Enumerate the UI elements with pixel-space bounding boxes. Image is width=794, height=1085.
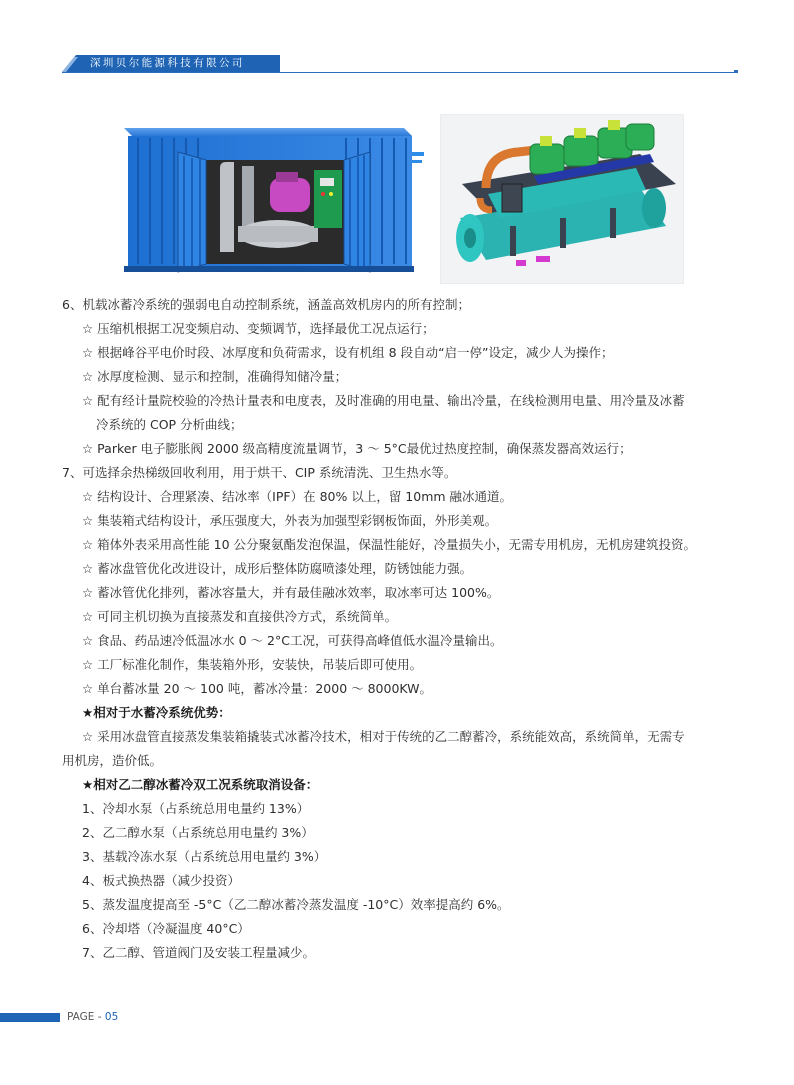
body-line: ☆ 箱体外表采用高性能 10 公分聚氨酯发泡保温，保温性能好，冷量损失小，无需专用机房，无机房建筑投资。 [82,537,697,552]
body-line: 2、乙二醇水泵（占系统总用电量约 3%） [82,825,314,840]
section-heading: ★相对于水蓄冷系统优势： [82,705,231,720]
body-line: ☆ 配有经计量院校验的冷热计量表和电度表，及时准确的用电量、输出冷量，在线检测用电量、用冷量及冰蓄 [82,393,685,408]
page-indicator [67,1011,118,1024]
container-ice-storage-unit-icon [108,122,428,280]
page-label: PAGE - [67,1011,105,1023]
body-line: 7、乙二醇、管道阀门及安装工程量减少。 [82,945,315,960]
footer-bar [0,1013,60,1022]
section-heading: ★相对乙二醇冰蓄冷双工况系统取消设备： [82,777,319,792]
container-unit-figure [108,122,428,280]
body-line: ☆ 蓄冰盘管优化改进设计，成形后整体防腐喷漆处理，防锈蚀能力强。 [82,561,473,576]
body-line: 1、冷却水泵（占系统总用电量约 13%） [82,801,310,816]
body-line: 6、冷却塔（冷凝温度 40°C） [82,921,250,936]
body-line: ☆ 采用冰盘管直接蒸发集装箱撬装式冰蓄冷技术，相对于传统的乙二醇蓄冷，系统能效高，系统简单，无需专 [82,729,685,744]
body-line: ☆ 食品、药品速冷低温冰水 0 ～ 2°C工况，可获得高峰值低水温冷量输出。 [82,633,503,648]
header-rule-end [734,70,738,73]
body-line: ☆ 单台蓄冰量 20 ～ 100 吨，蓄冰冷量：2000 ～ 8000KW。 [82,681,433,696]
body-line: ☆ 集装箱式结构设计，承压强度大，外表为加强型彩钢板饰面，外形美观。 [82,513,498,528]
body-line: ☆ 工厂标准化制作，集装箱外形，安装快，吊装后即可使用。 [82,657,423,672]
body-line: 7、可选择余热梯级回收利用，用于烘干、CIP 系统清洗、卫生热水等。 [62,465,457,480]
body-line: ☆ 压缩机根据工况变频启动、变频调节，选择最优工况点运行； [82,321,435,336]
screw-chiller-unit-icon [440,114,684,284]
body-line: ☆ 根据峰谷平电价时段、冰厚度和负荷需求，设有机组 8 段自动“启一停”设定，减少人为操作； [82,345,614,360]
body-line: ☆ 结构设计、合理紧凑、结冰率（IPF）在 80% 以上，留 10mm 融冰通道。 [82,489,513,504]
body-line: ☆ 冰厚度检测、显示和控制，准确得知储冷量； [82,369,348,384]
body-line: ☆ 蓄冰管优化排列，蓄冰容量大，并有最佳融冰效率，取冰率可达 100%。 [82,585,500,600]
header-rule [62,72,738,73]
body-line: 4、板式换热器（减少投资） [82,873,240,888]
page-number: 05 [104,1011,119,1023]
body-line: 6、机载冰蓄冷系统的强弱电自动控制系统，涵盖高效机房内的所有控制； [62,297,470,312]
body-line: 用机房，造价低。 [62,753,163,768]
body-line: ☆ Parker 电子膨胀阀 2000 级高精度流量调节，3 ～ 5°C最优过热度控制，确保蒸发器高效运行； [82,441,632,456]
body-line: 5、蒸发温度提高至 -5°C（乙二醇冰蓄冷蒸发温度 -10°C）效率提高约 6%。 [82,897,510,912]
body-line: 3、基载冷冻水泵（占系统总用电量约 3%） [82,849,327,864]
chiller-unit-figure [440,114,684,284]
body-line: 冷系统的 COP 分析曲线； [96,417,243,432]
body-line: ☆ 可同主机切换为直接蒸发和直接供冷方式，系统简单。 [82,609,398,624]
company-name: 深圳贝尔能源科技有限公司 [90,57,245,69]
